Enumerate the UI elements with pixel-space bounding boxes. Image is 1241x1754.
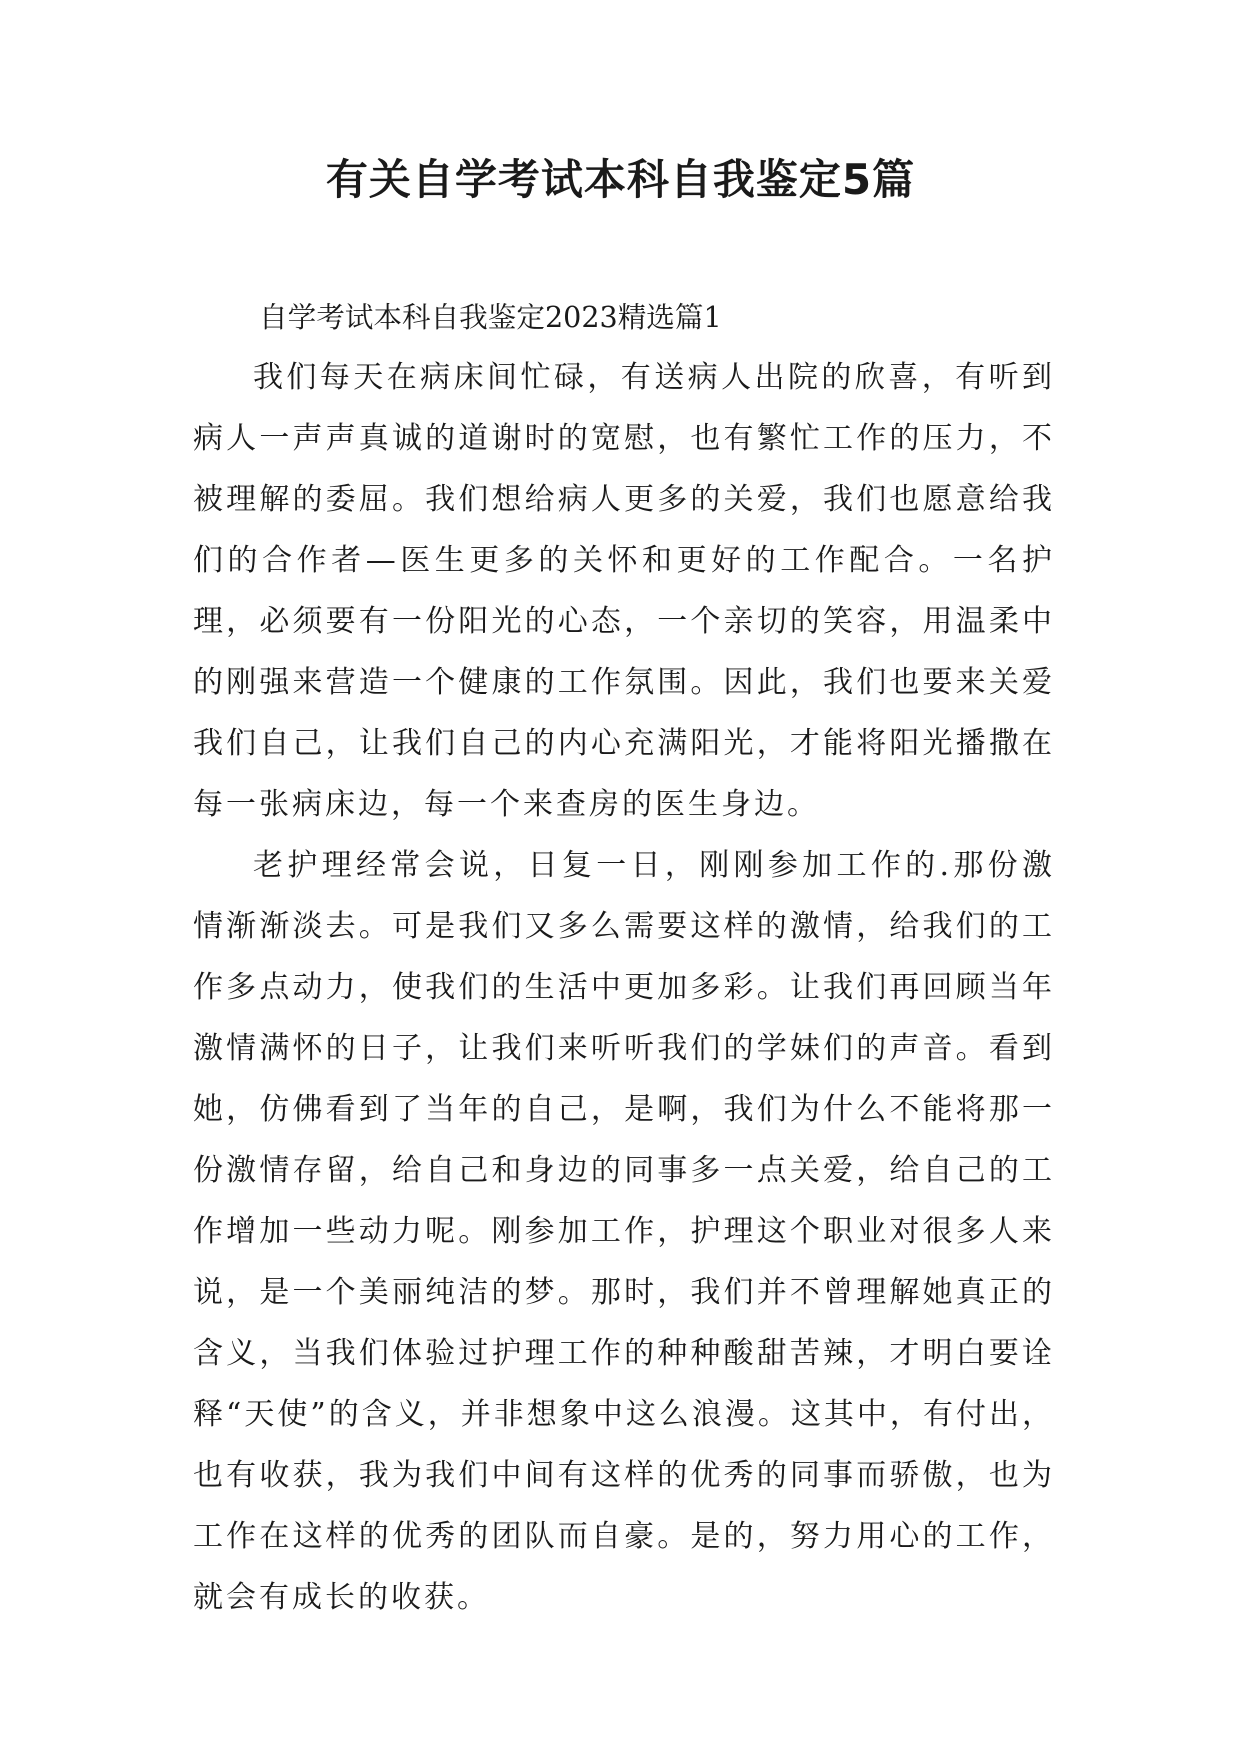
body-paragraph: 老护理经常会说，日复一日，刚刚参加工作的.那份激情渐渐淡去。可是我们又多么需要这样的激情，给我们的工作多点动力，使我们的生活中更加多彩。让我们再回顾当年激情满怀的日子，让我们来听听我们的学妹们的声音。看到她，仿佛看到了当年的自己，是啊，我们为什么不能将那一份激情存留，给自己和身边的同事多一点关爱，给自己的工作增加一些动力呢。刚参加工作，护理这个职业对很多人来说，是一个美丽纯洁的梦。那时，我们并不曾理解她真正的含义，当我们体验过护理工作的种种酸甜苦辣，才明白要诠释“天使”的含义，并非想象中这么浪漫。这其中，有付出，也有收获，我为我们中间有这样的优秀的同事而骄傲，也为工作在这样的优秀的团队而自豪。是的，努力用心的工作，就会有成长的收获。 (193, 848, 1055, 1615)
body-paragraph: 我们每天在病床间忙碌，有送病人出院的欣喜，有听到病人一声声真诚的道谢时的宽慰，也有繁忙工作的压力，不被理解的委屈。我们想给病人更多的关爱，我们也愿意给我们的合作者—医生更多的关怀和更好的工作配合。一名护理，必须要有一份阳光的心态，一个亲切的笑容，用温柔中的刚强来营造一个健康的工作氛围。因此，我们也要来关爱我们自己，让我们自己的内心充满阳光，才能将阳光播撒在每一张病床边，每一个来查房的医生身边。 (193, 360, 1055, 822)
section-heading: 自学考试本科自我鉴定2023精选篇1 (259, 300, 722, 334)
document-body (193, 287, 1055, 1628)
document-title: 有关自学考试本科自我鉴定5篇 (325, 155, 916, 204)
